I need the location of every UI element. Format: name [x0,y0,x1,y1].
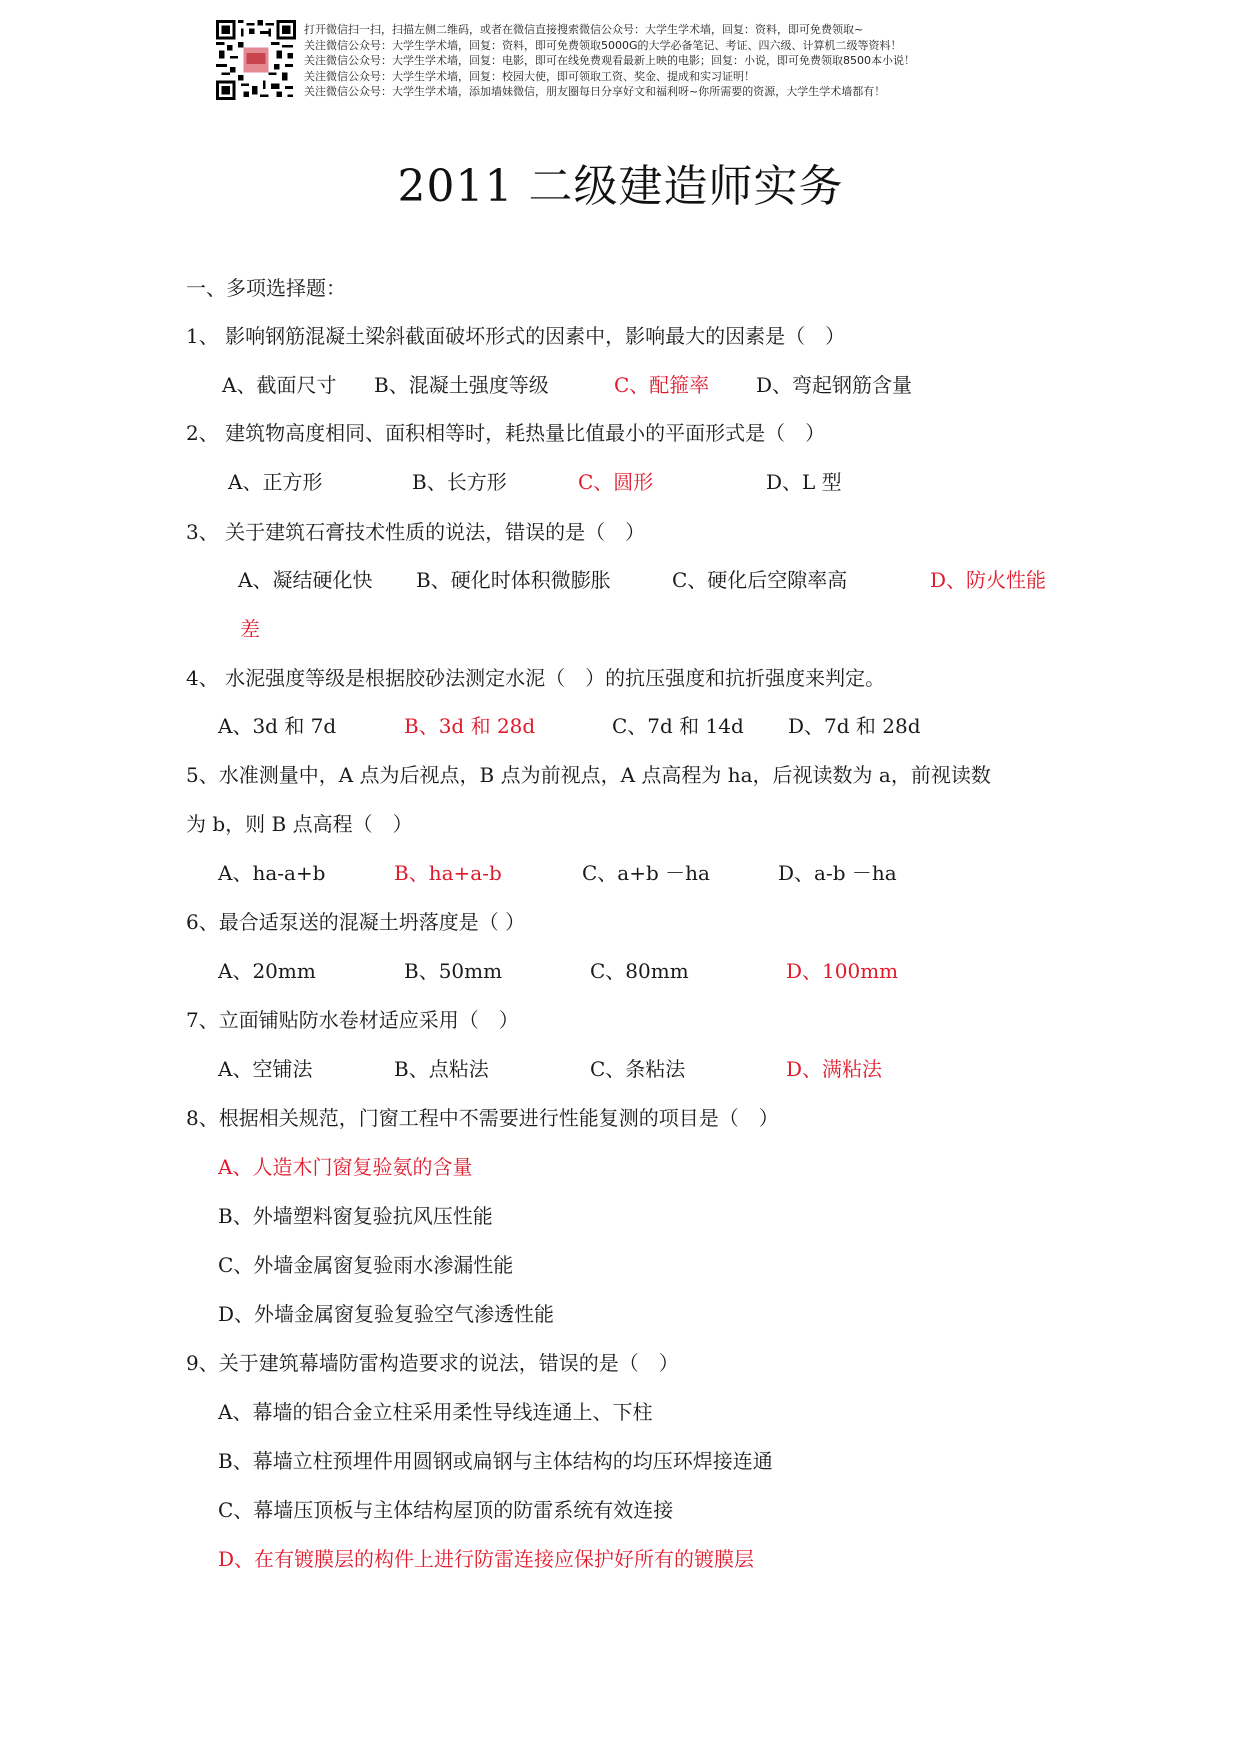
question-stem: 4、 水泥强度等级是根据胶砂法测定水泥（ ）的抗压强度和抗折强度来判定。 [186,666,886,690]
option-d: D、a-b －ha [778,861,897,885]
option-d-answer: D、防火性能 [930,568,1047,592]
option-d: D、弯起钢筋含量 [756,373,913,397]
promo-line: 关注微信公众号：大学生学术墙，回复：校园大使，即可领取工资、奖金、提成和实习证明！ [304,69,755,83]
page-title: 2011 二级建造师实务 [397,161,844,212]
promo-line: 关注微信公众号：大学生学术墙，回复：资料，即可免费领取5000G的大学必备笔记、考证、四六级、计算机二级等资料！ [304,38,902,52]
option-d: D、7d 和 28d [788,714,921,738]
question-stem: 6、最合适泵送的混凝土坍落度是（ ） [186,910,526,934]
promo-header [216,20,976,104]
option-a: A、截面尺寸 [222,373,337,397]
question-stem: 9、关于建筑幕墙防雷构造要求的说法，错误的是（ ） [186,1351,679,1375]
option-b: B、幕墙立柱预埋件用圆钢或扁钢与主体结构的均压环焊接连通 [218,1449,773,1473]
option-d-answer: D、满粘法 [786,1057,883,1081]
option-a: A、ha-a+b [218,861,326,885]
option-c-answer: C、圆形 [578,470,654,494]
option-a: A、空铺法 [218,1057,313,1081]
option-c: C、a+b －ha [582,861,710,885]
question-stem: 7、立面铺贴防水卷材适应采用（ ） [186,1008,519,1032]
option-a: A、凝结硬化快 [238,568,373,592]
option-d: D、L 型 [766,470,842,494]
option-c: C、条粘法 [590,1057,686,1081]
option-b: B、硬化时体积微膨胀 [416,568,611,592]
option-d: D、外墙金属窗复验复验空气渗透性能 [218,1302,555,1326]
option-d-answer-cont: 差 [240,617,260,641]
question-stem: 3、 关于建筑石膏技术性质的说法，错误的是（ ） [186,520,646,544]
option-a: A、20mm [218,959,316,983]
question-stem: 8、根据相关规范，门窗工程中不需要进行性能复测的项目是（ ） [186,1106,779,1130]
promo-line: 关注微信公众号：大学生学术墙，回复：电影，即可在线免费观看最新上映的电影；回复：小说，即可免费领取8500本小说！ [304,54,915,67]
option-a: A、幕墙的铝合金立柱采用柔性导线连通上、下柱 [218,1400,653,1424]
option-b: B、长方形 [412,470,507,494]
option-c: C、外墙金属窗复验雨水渗漏性能 [218,1253,514,1277]
option-b-answer: B、ha+a-b [394,861,502,885]
option-c: C、80mm [590,959,689,983]
option-d-answer: D、100mm [786,959,899,983]
question-stem: 5、水准测量中，A 点为后视点，B 点为前视点，A 点高程为 ha，后视读数为 a，前视读数 [186,763,991,787]
promo-line: 关注微信公众号：大学生学术墙，添加墙妹微信，朋友圈每日分享好文和福利呀~你所需要的资源，大学生学术墙都有！ [304,85,886,98]
option-a-answer: A、人造木门窗复验氨的含量 [218,1155,473,1179]
section-heading: 一、多项选择题： [186,276,346,300]
question-stem: 2、 建筑物高度相同、面积相等时，耗热量比值最小的平面形式是（ ） [186,421,826,445]
option-c: C、7d 和 14d [612,714,744,738]
qr-code-icon[interactable] [216,20,296,100]
option-b: B、混凝土强度等级 [374,373,549,397]
question-stem: 1、 影响钢筋混凝土梁斜截面破坏形式的因素中，影响最大的因素是（ ） [186,324,846,348]
promo-line: 打开微信扫一扫，扫描左侧二维码，或者在微信直接搜索微信公众号：大学生学术墙，回复：资料，即可免费领取~ [304,23,864,36]
option-b-answer: B、3d 和 28d [404,714,536,738]
option-a: A、正方形 [228,470,323,494]
promo-text [304,22,915,100]
option-b: B、点粘法 [394,1057,489,1081]
option-b: B、50mm [404,959,503,983]
option-c: C、幕墙压顶板与主体结构屋顶的防雷系统有效连接 [218,1498,674,1522]
option-c-answer: C、配箍率 [614,373,710,397]
option-c: C、硬化后空隙率高 [672,568,848,592]
option-b: B、外墙塑料窗复验抗风压性能 [218,1204,493,1228]
option-d-answer: D、在有镀膜层的构件上进行防雷连接应保护好所有的镀膜层 [218,1547,755,1571]
question-stem-cont: 为 b，则 B 点高程（ ） [186,812,413,836]
option-a: A、3d 和 7d [218,714,337,738]
